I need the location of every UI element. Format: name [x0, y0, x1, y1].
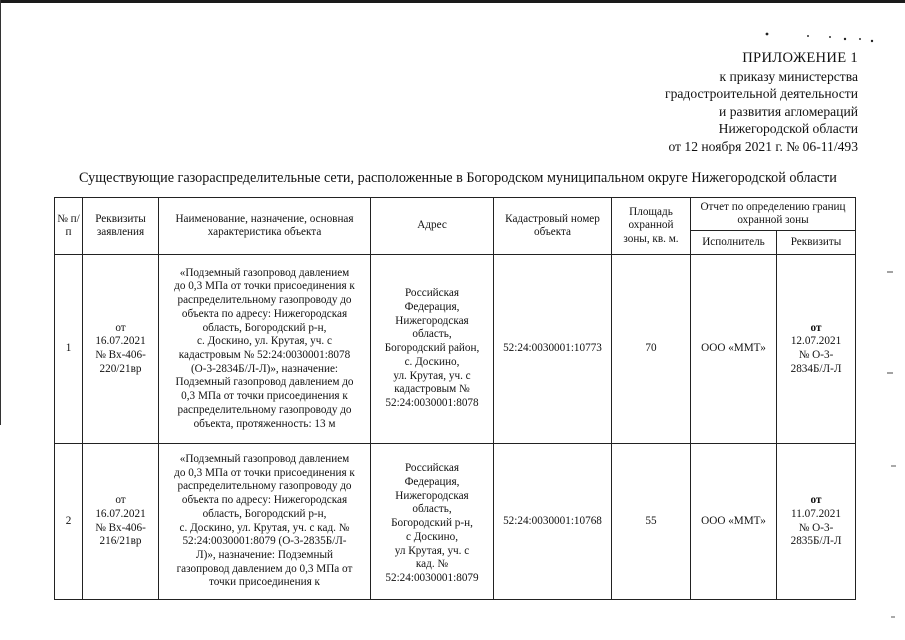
request-line: от [115, 321, 126, 334]
address-line: Федерация, [404, 301, 460, 314]
gas-networks-table [54, 197, 856, 600]
name-line: распределительному газопроводу до [177, 403, 352, 416]
scan-left-edge [0, 0, 1, 425]
appendix-line: от 12 ноября 2021 г. № 06-11/493 [668, 138, 858, 154]
cell-area: 55 [612, 444, 691, 600]
cell-name [159, 255, 371, 444]
address-line: Российская [404, 462, 460, 475]
appendix-block [665, 50, 858, 155]
name-line: Подземный газопровод давлением до [175, 376, 354, 389]
header-details: Реквизиты [777, 231, 856, 255]
name-line: с. Доскино, ул. Крутая, уч. с кад. № [179, 521, 350, 534]
details-line: 11.07.2021 [791, 507, 841, 520]
header-area: Площадь охранной зоны, кв. м. [612, 198, 691, 255]
cell-num: 2 [55, 444, 83, 600]
cell-executor: ООО «ММТ» [691, 444, 777, 600]
table-row [55, 255, 856, 444]
name-line: 0,3 МПа от точки присоединения к [181, 390, 348, 403]
header-cadastral: Кадастровый номер объекта [494, 198, 612, 255]
speck [871, 40, 873, 42]
name-line: (О-3-2834Б/Л-Л)», назначение: [190, 362, 339, 375]
address-line: с Доскино, [405, 530, 459, 543]
address-line: Богородский район, [384, 342, 480, 355]
header-report: Отчет по определению границ охранной зоны [691, 198, 856, 231]
address-line: Федерация, [404, 476, 460, 489]
details-line: 2834Б/Л-Л [790, 362, 842, 375]
details-line: № О-3- [798, 349, 834, 361]
name-line: «Подземный газопровод давлением [179, 266, 350, 279]
details-line: 2835Б/Л-Л [790, 535, 842, 548]
name-line: до 0,3 МПа от точки присоединения к [174, 466, 355, 479]
request-line: 216/21вр [99, 535, 142, 548]
name-line: кадастровым № 52:24:0030001:8078 [178, 349, 351, 361]
header-num: № п/п [55, 198, 83, 255]
request-line: от [115, 494, 126, 507]
cell-cadastral: 52:24:0030001:10773 [494, 255, 612, 444]
name-line: распределительному газопроводу до [177, 480, 352, 493]
cell-address [371, 255, 494, 444]
details-line: № О-3- [798, 521, 834, 534]
details-line: от [810, 321, 822, 334]
cell-request [83, 444, 159, 600]
header-request: Реквизиты заявления [83, 198, 159, 255]
appendix-line: Нижегородской области [718, 121, 858, 136]
table-header-row [55, 198, 856, 231]
appendix-title: ПРИЛОЖЕНИЕ 1 [742, 50, 858, 66]
details-line: 12.07.2021 [790, 335, 842, 348]
cell-name [159, 444, 371, 600]
name-line: распределительному газопроводу до [177, 294, 352, 307]
address-line: 52:24:0030001:8078 [385, 396, 479, 409]
cell-area: 70 [612, 255, 691, 444]
name-line: точки присоединения к [209, 576, 320, 589]
name-line: объекта по адресу: Нижегородская [181, 494, 348, 507]
cell-num: 1 [55, 255, 83, 444]
appendix-line: к приказу министерства [719, 68, 858, 84]
table-row [55, 444, 856, 600]
address-line: с. Доскино, [404, 355, 460, 368]
details-line: от [810, 494, 822, 507]
speck [766, 33, 769, 36]
address-line: область, [412, 328, 452, 341]
header-executor: Исполнитель [691, 231, 777, 255]
address-line: кадастровым № [394, 383, 470, 396]
cell-request [83, 255, 159, 444]
cell-cadastral: 52:24:0030001:10768 [494, 444, 612, 600]
appendix-line: градостроительной деятельности [665, 86, 858, 101]
cell-executor: ООО «ММТ» [691, 255, 777, 444]
request-line: 16.07.2021 [95, 507, 146, 520]
header-address: Адрес [371, 198, 494, 255]
speck [859, 38, 861, 40]
name-line: «Подземный газопровод давлением [179, 452, 350, 465]
name-line: с. Доскино, ул. Крутая, уч. с [197, 335, 332, 348]
speck [807, 35, 809, 37]
address-line: область, [412, 503, 452, 516]
name-line: объекта, протяженность: 13 м [193, 417, 336, 430]
document-title: Существующие газораспределительные сети, расположенные в Богородском муниципальном округе Нижегородской области [79, 170, 837, 186]
request-line: № Вх-406- [95, 521, 146, 534]
request-line: 16.07.2021 [95, 335, 146, 348]
header-name: Наименование, назначение, основная характеристика объекта [159, 198, 371, 255]
address-line: Нижегородская [395, 489, 469, 502]
address-line: Нижегородская [395, 314, 469, 327]
name-line: объекта по адресу: Нижегородская [181, 307, 348, 320]
speck [844, 38, 846, 40]
name-line: 52:24:0030001:8079 (О-3-2835Б/Л- [182, 535, 347, 548]
request-line: 220/21вр [99, 362, 142, 375]
name-line: Л)», назначение: Подземный [196, 548, 333, 561]
name-line: область, Богородский р-н, [202, 507, 327, 520]
cell-details [777, 444, 856, 600]
name-line: до 0,3 МПа от точки присоединения к [174, 280, 355, 293]
address-line: Богородский р-н, [391, 517, 473, 530]
name-line: газопровод давлением до 0,3 МПа от [176, 562, 353, 575]
cell-address [371, 444, 494, 600]
address-line: ул Крутая, уч. с [394, 544, 470, 557]
address-line: Российская [404, 287, 460, 300]
request-line: № Вх-406- [95, 349, 146, 361]
address-line: 52:24:0030001:8079 [385, 571, 479, 584]
address-line: кад. № [415, 558, 449, 571]
address-line: ул. Крутая, уч. с [393, 369, 471, 382]
scan-top-edge [0, 0, 905, 3]
appendix-line: и развития агломераций [719, 103, 858, 119]
cell-details [777, 255, 856, 444]
speck [829, 36, 831, 38]
name-line: область, Богородский р-н, [202, 321, 327, 334]
